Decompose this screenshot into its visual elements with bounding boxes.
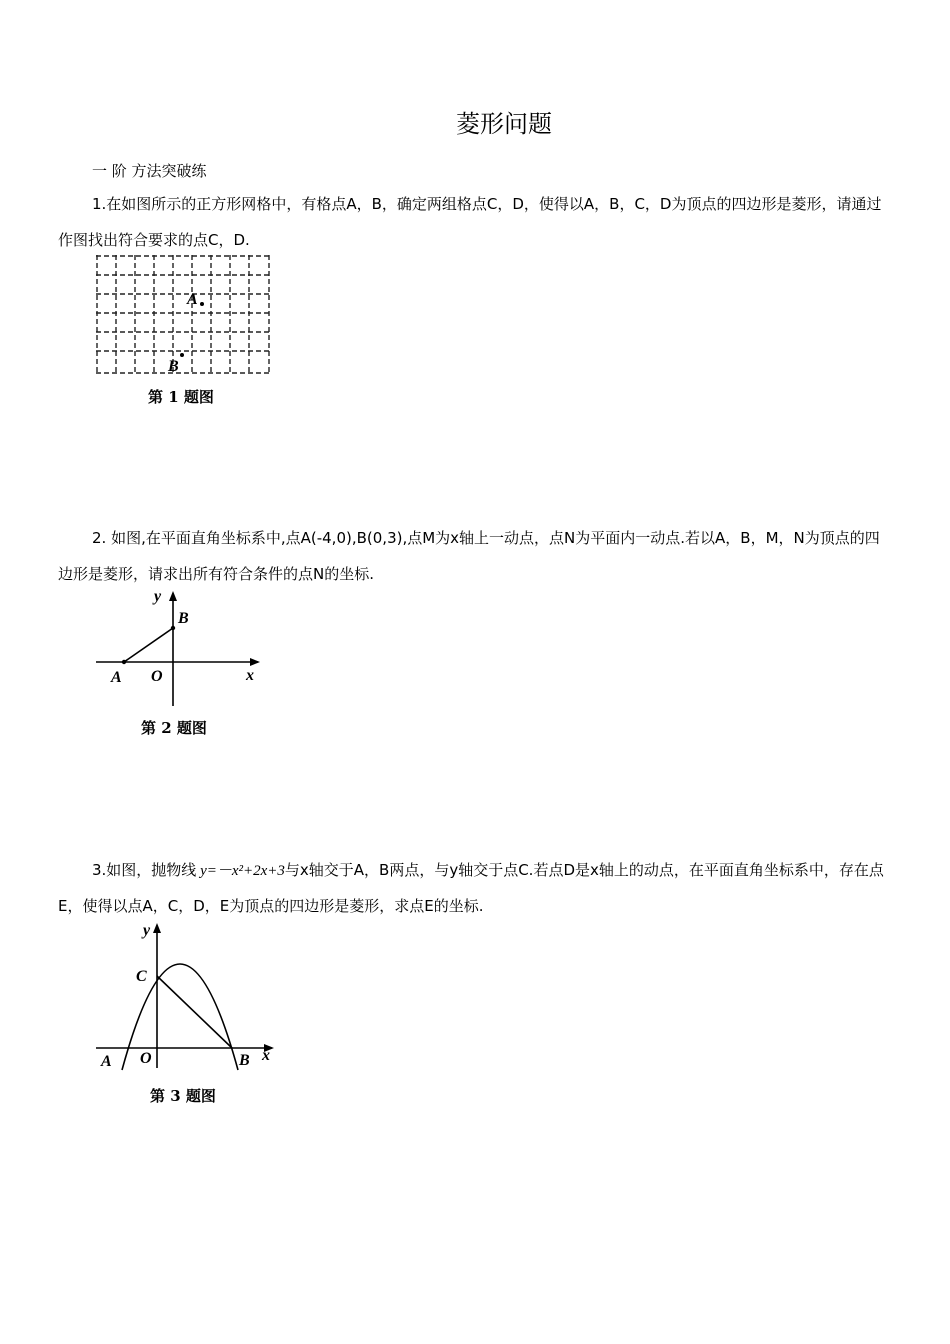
question-3-parabola-figure — [96, 920, 280, 1072]
question-2-body: 2. 如图,在平面直角坐标系中,点A(-4,0),B(0,3),点M为x轴上一动点，点N为平面内一动点.若以A，B，M，N为顶点的四边形是菱形，请求出所有符合条件的点N的坐标. — [58, 529, 880, 583]
question-2-text — [58, 521, 890, 593]
label-a: A — [111, 669, 122, 686]
point-b — [171, 626, 175, 630]
question-3-text-after: 与x轴交于A，B两点，与y轴交于点C.若点D是x轴上的动点，在平面直角坐标系中，存在点E，使得以点A，C，D，E为顶点的四边形是菱形，求点E的坐标. — [58, 861, 884, 915]
question-3-equation: y=－x²+2x+3 — [200, 863, 285, 879]
label-b: B — [178, 610, 189, 627]
label-b: B — [168, 358, 179, 375]
y-axis-arrow — [153, 923, 161, 933]
question-1-body: 1.在如图所示的正方形网格中，有格点A，B，确定两组格点C，D，使得以A，B，C，D为顶点的四边形是菱形，请通过作图找出符合要求的点C，D. — [58, 195, 882, 249]
question-1-caption: 第 1 题图 — [148, 388, 214, 406]
point-b — [180, 353, 184, 357]
label-y: y — [154, 588, 162, 605]
y-axis-arrow — [169, 591, 177, 601]
label-a: A — [187, 291, 198, 308]
point-a — [200, 302, 204, 306]
point-a — [122, 660, 126, 664]
label-x: x — [246, 667, 254, 684]
question-1-text — [58, 187, 890, 259]
label-a: A — [101, 1053, 112, 1070]
question-3-caption: 第 3 题图 — [150, 1087, 216, 1105]
page-title: 菱形问题 — [456, 110, 552, 138]
label-x: x — [262, 1047, 270, 1064]
label-o: O — [151, 668, 163, 685]
section-heading: 一 阶 方法突破练 — [92, 162, 207, 180]
segment-ab — [124, 628, 173, 662]
question-2-caption: 第 2 题图 — [141, 719, 207, 737]
segment-cb — [157, 976, 232, 1048]
label-c: C — [136, 968, 147, 985]
question-2-axes-figure — [96, 588, 266, 708]
x-axis-arrow — [250, 658, 260, 666]
question-3-text — [58, 853, 890, 925]
question-3-text-before: 3.如图，抛物线 — [92, 861, 197, 879]
label-o: O — [140, 1050, 152, 1067]
label-y: y — [143, 922, 151, 939]
question-1-grid-figure — [96, 255, 272, 377]
label-b: B — [239, 1052, 250, 1069]
